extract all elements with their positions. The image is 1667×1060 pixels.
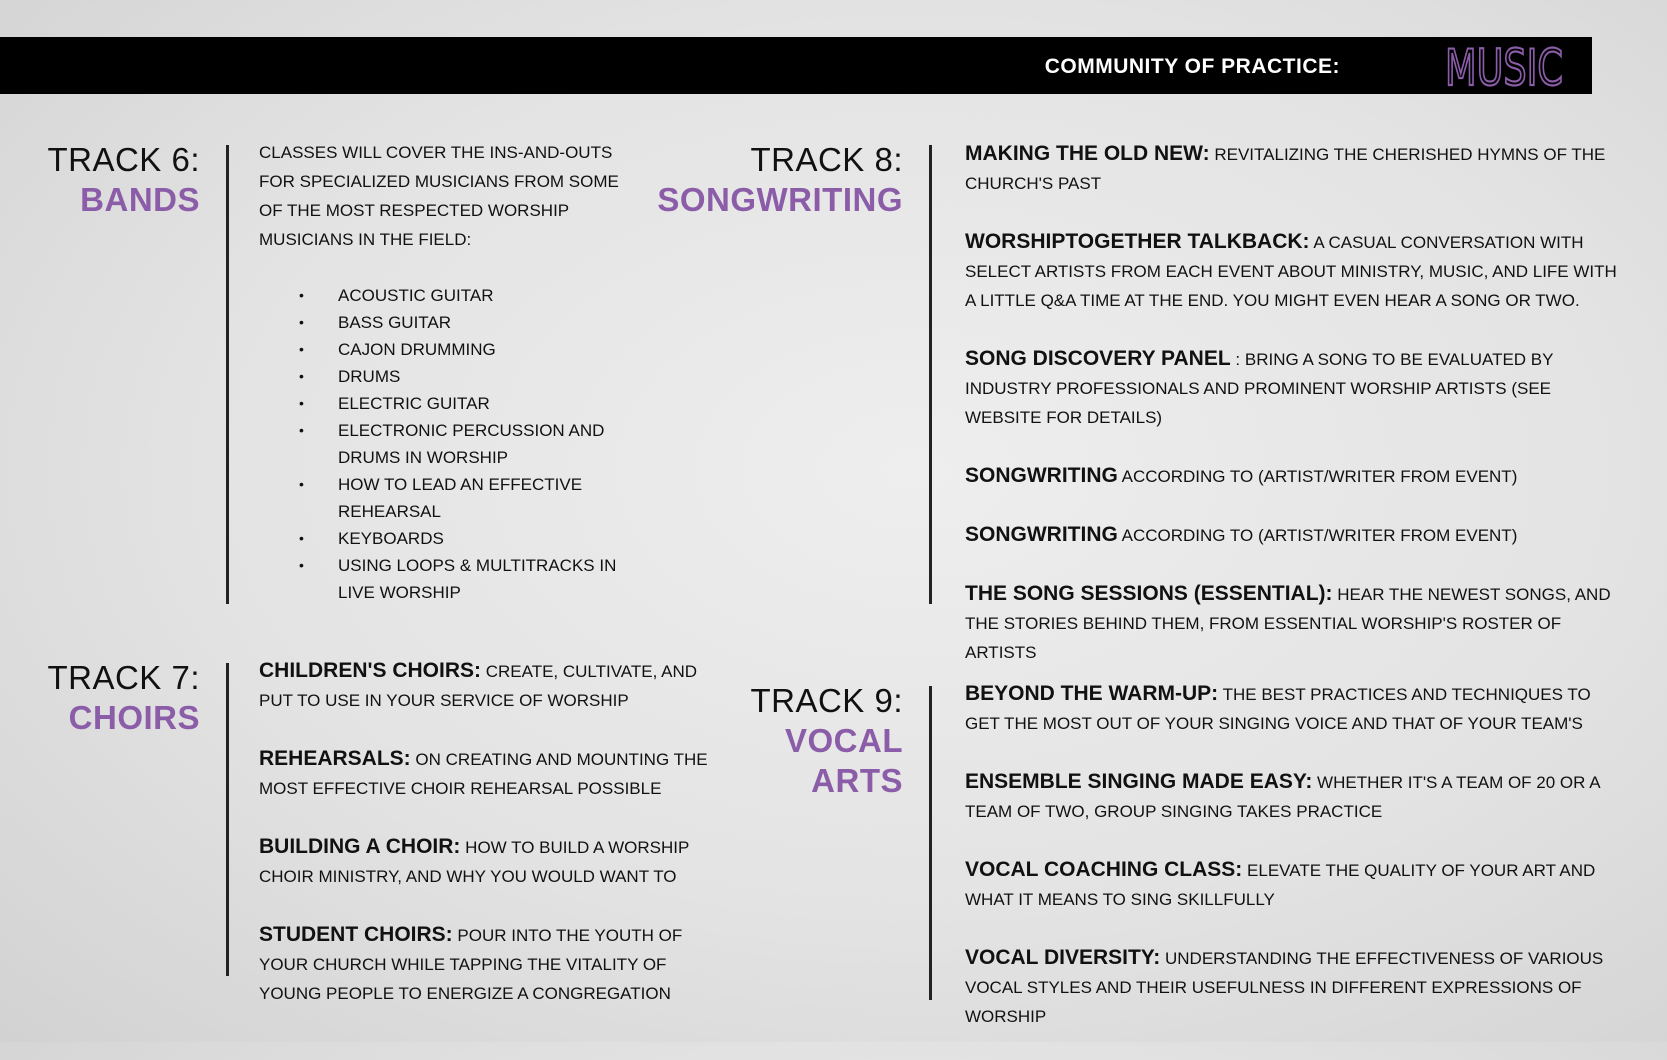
track7-number: TRACK 7: xyxy=(47,659,200,696)
session-title: STUDENT CHOIRS: xyxy=(259,923,453,946)
track8-heading xyxy=(657,140,903,220)
list-item: • USING LOOPS & MULTITRACKS IN LIVE WORSHIP xyxy=(259,552,629,606)
session-entry xyxy=(259,832,729,891)
session-title: REHEARSALS: xyxy=(259,747,411,770)
track6-number: TRACK 6: xyxy=(47,141,200,178)
session-description: HOW TO BUILD A WORSHIP CHOIR MINISTRY, AND WHY YOU WOULD WANT TO xyxy=(259,838,690,886)
session-entry xyxy=(965,855,1625,914)
session-description: HEAR THE NEWEST SONGS, AND THE STORIES BEHIND THEM, FROM ESSENTIAL WORSHIP'S ROSTER OF ARTISTS xyxy=(965,585,1611,662)
session-entry xyxy=(965,579,1625,667)
session-title: SONG DISCOVERY PANEL xyxy=(965,347,1231,370)
session-entry xyxy=(259,656,729,715)
session-description: THE BEST PRACTICES AND TECHNIQUES TO GET THE MOST OUT OF YOUR SINGING VOICE AND THAT OF YOUR TEAM'S xyxy=(965,685,1591,733)
session-entry xyxy=(965,461,1625,491)
track9-name-line2: ARTS xyxy=(811,762,903,799)
session-title: MAKING THE OLD NEW: xyxy=(965,142,1210,165)
track7-entries xyxy=(259,656,729,1037)
session-description: ACCORDING TO (ARTIST/WRITER FROM EVENT) xyxy=(1121,526,1518,545)
music-logo xyxy=(1442,39,1567,97)
track7-heading xyxy=(47,658,200,738)
session-description: A CASUAL CONVERSATION WITH SELECT ARTISTS FROM EACH EVENT ABOUT MINISTRY, MUSIC, AND LIFE WITH A LITTLE Q&A TIME AT THE END. YOU MIGHT EVEN HEAR A SONG OR TWO. xyxy=(965,233,1617,310)
track6-list xyxy=(259,282,629,606)
session-description: ELEVATE THE QUALITY OF YOUR ART AND WHAT IT MEANS TO SING SKILLFULLY xyxy=(965,861,1596,909)
track6-content xyxy=(259,138,629,606)
session-title: VOCAL COACHING CLASS: xyxy=(965,858,1243,881)
track9-entries xyxy=(965,679,1625,1060)
track9-divider xyxy=(929,686,932,1000)
session-description: CREATE, CULTIVATE, AND PUT TO USE IN YOUR SERVICE OF WORSHIP xyxy=(259,662,698,710)
track6-heading xyxy=(47,140,200,220)
track9-number: TRACK 9: xyxy=(750,682,903,719)
session-title: BEYOND THE WARM-UP: xyxy=(965,682,1219,705)
list-item: • HOW TO LEAD AN EFFECTIVE REHEARSAL xyxy=(259,471,629,525)
session-description: REVITALIZING THE CHERISHED HYMNS OF THE CHURCH'S PAST xyxy=(965,145,1606,193)
session-description: POUR INTO THE YOUTH OF YOUR CHURCH WHILE TAPPING THE VITALITY OF YOUNG PEOPLE TO ENERGIZE A CONGREGATION xyxy=(259,926,683,1003)
session-description: ACCORDING TO (ARTIST/WRITER FROM EVENT) xyxy=(1121,467,1518,486)
list-item: • ELECTRIC GUITAR xyxy=(259,390,629,417)
list-item: • DRUMS xyxy=(259,363,629,390)
session-entry xyxy=(965,520,1625,550)
session-title: VOCAL DIVERSITY: xyxy=(965,946,1161,969)
session-entry xyxy=(259,744,729,803)
track7-name: CHOIRS xyxy=(68,699,200,736)
track8-entries xyxy=(965,139,1625,696)
session-title: SONGWRITING xyxy=(965,464,1118,487)
track8-divider xyxy=(929,145,932,604)
session-title: SONGWRITING xyxy=(965,523,1118,546)
session-title: THE SONG SESSIONS (ESSENTIAL): xyxy=(965,582,1333,605)
track6-intro: CLASSES WILL COVER THE INS-AND-OUTS FOR SPECIALIZED MUSICIANS FROM SOME OF THE MOST RESPECTED WORSHIP MUSICIANS IN THE FIELD: xyxy=(259,143,619,249)
session-description: ON CREATING AND MOUNTING THE MOST EFFECTIVE CHOIR REHEARSAL POSSIBLE xyxy=(259,750,708,798)
list-item: • BASS GUITAR xyxy=(259,309,629,336)
session-description: UNDERSTANDING THE EFFECTIVENESS OF VARIOUS VOCAL STYLES AND THEIR USEFULNESS IN DIFFERENT EXPRESSIONS OF WORSHIP xyxy=(965,949,1604,1026)
track6-name: BANDS xyxy=(80,181,200,218)
list-item: • CAJON DRUMMING xyxy=(259,336,629,363)
session-entry xyxy=(965,139,1625,198)
session-entry xyxy=(965,679,1625,738)
session-title: WORSHIPTOGETHER TALKBACK: xyxy=(965,230,1310,253)
track9-heading xyxy=(750,681,903,801)
session-title: CHILDREN'S CHOIRS: xyxy=(259,659,481,682)
session-entry xyxy=(965,344,1625,432)
track8-number: TRACK 8: xyxy=(750,141,903,178)
session-description: : BRING A SONG TO BE EVALUATED BY INDUSTRY PROFESSIONALS AND PROMINENT WORSHIP ARTISTS (SEE WEBSITE FOR DETAILS) xyxy=(965,350,1554,427)
session-description: WHETHER IT'S A TEAM OF 20 OR A TEAM OF TWO, GROUP SINGING TAKES PRACTICE xyxy=(965,773,1600,821)
header-banner xyxy=(0,37,1592,97)
list-item: • KEYBOARDS xyxy=(259,525,629,552)
session-title: BUILDING A CHOIR: xyxy=(259,835,461,858)
session-entry xyxy=(965,767,1625,826)
track6-divider xyxy=(226,145,229,604)
track7-divider xyxy=(226,663,229,976)
track8-name: SONGWRITING xyxy=(657,181,903,218)
session-entry xyxy=(259,920,729,1008)
session-entry xyxy=(965,227,1625,315)
track9-name-line1: VOCAL xyxy=(785,722,903,759)
list-item: • ELECTRONIC PERCUSSION AND DRUMS IN WORSHIP xyxy=(259,417,629,471)
session-entry xyxy=(965,943,1625,1031)
session-title: ENSEMBLE SINGING MADE EASY: xyxy=(965,770,1313,793)
list-item: • ACOUSTIC GUITAR xyxy=(259,282,629,309)
music-logo-text: MUSIC xyxy=(1445,39,1563,97)
header-label: COMMUNITY OF PRACTICE: xyxy=(1044,55,1340,78)
